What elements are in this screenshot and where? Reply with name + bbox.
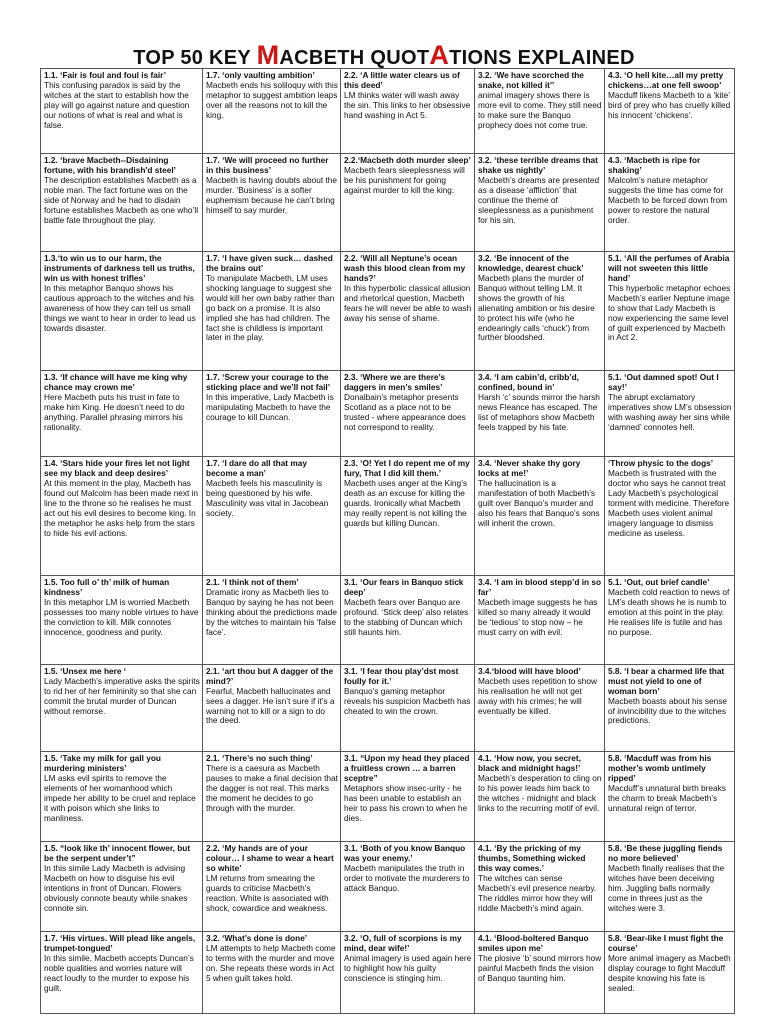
quote-explanation: Macbeth manipulates the truth in order to motivate the murderers to attack Banquo.	[344, 863, 470, 894]
table-row	[41, 931, 735, 1013]
quote-cell	[605, 154, 735, 252]
table-row	[41, 664, 735, 751]
quote-heading: 2.1. ‘I think not of them’	[206, 577, 299, 588]
table-row	[41, 154, 735, 252]
quote-explanation: Fearful, Macbeth hallucinates and sees a dagger. He isn’t sure if it’s a warning not to kill or a sign to do the deed.	[206, 685, 335, 726]
quote-heading: 3.1. ‘I fear thou play’dst most foully for it.’	[344, 665, 459, 686]
quote-cell	[203, 370, 341, 456]
quote-cell	[341, 370, 475, 456]
quote-heading: 2.1. ‘art thou but A dagger of the mind?’	[206, 665, 334, 686]
quote-cell	[41, 576, 203, 664]
quote-heading: 3.2. ‘What’s done is done’	[206, 932, 308, 943]
quote-heading: 3.2. ‘Be innocent of the knowledge, dearest chuck’	[478, 252, 584, 273]
quote-heading: 3.1. “Upon my head they placed a fruitless crown … a barren sceptre”	[344, 753, 470, 783]
quote-cell	[203, 752, 341, 842]
quote-cell	[41, 154, 203, 252]
quote-cell	[341, 251, 475, 370]
quote-heading: 1.3. ‘If chance will have me king why chance may crown me’	[44, 371, 188, 392]
quote-explanation: The abrupt exclamatory imperatives show LM’s obsession with washing away her sins while ‘damned’ connotes hell.	[608, 391, 732, 432]
quote-explanation: Macbeth uses repetition to show his realisation he will not get away with his crimes; he will eventually be killed.	[478, 675, 597, 716]
quote-heading: 4.1. ‘By the pricking of my thumbs, Something wicked this way comes.’	[478, 843, 586, 874]
quote-heading: 3.1. ‘Our fears in Banquo stick deep’	[344, 577, 464, 598]
quote-cell	[475, 370, 605, 456]
quote-cell	[41, 251, 203, 370]
quote-heading: 3.4. ‘Never shake thy gory locks at me!’	[478, 458, 581, 479]
table-row	[41, 842, 735, 931]
quote-cell	[605, 370, 735, 456]
quote-explanation: In this metaphor LM is worried Macbeth possesses too many noble virtues to have the conviction to kill. Milk connotes innocence, goodness and purity.	[44, 597, 199, 638]
quote-cell	[341, 576, 475, 664]
quote-cell	[41, 842, 203, 931]
quote-heading: 1.5. ‘Take my milk for gall you murdering ministers’	[44, 753, 161, 773]
quote-explanation: Macbeth plans the murder of Banquo without telling LM. It shows the growth of his alienating ambition or his desire to protect his wife (who he endearingly calls ‘chuck’) from further bloodshed.	[478, 272, 595, 343]
quote-heading: 3.4. ‘I am cabin’d, cribb’d, confined, bound in’	[478, 371, 579, 392]
quote-heading: 5.8. ‘Bear-like I must fight the course’	[608, 932, 724, 953]
quote-cell	[203, 251, 341, 370]
quote-explanation: Here Macbeth puts his trust in fate to make him King. He doesn’t need to do anything. Parallel phrasing mirrors his rationality.	[44, 391, 185, 432]
quote-cell	[41, 370, 203, 456]
quote-heading: 1.7. ‘I dare do all that may become a man’	[206, 458, 307, 479]
quote-heading: 1.7. ‘His virtues. Will plead like angels, trumpet-tongued’	[44, 932, 196, 953]
quote-cell	[41, 752, 203, 842]
quote-heading: 1.7. ‘I have given suck… dashed the brains out’	[206, 252, 333, 273]
quote-explanation: At this moment in the play, Macbeth has found out Malcolm has been made next in line to the throne so he realises he must act out his evil desires to become king. In the metaphor he asks help from the stars to hide his evil actions.	[44, 478, 199, 538]
quote-cell	[475, 251, 605, 370]
quote-explanation: Macbeth’s desperation to cling on to his power leads him back to the witches - midnight and black links to the recurring motif of evil.	[478, 772, 602, 813]
quote-cell	[475, 576, 605, 664]
quote-explanation: The description establishes Macbeth as a noble man. The fact fortune was on the side of Norway and he had to disdain fortune establishes Macbeth as one who’ll battle fate throughout the play.	[44, 175, 199, 225]
quote-heading: 1.7. ‘We will proceed no further in this business’	[206, 155, 329, 176]
quote-explanation: Donalbain’s metaphor presents Scotland as a place not to be trusted - where appearance does not correspond to reality.	[344, 391, 466, 432]
quotations-table	[40, 68, 735, 1014]
quote-explanation: Macbeth cold reaction to news of LM’s death shows he is numb to emotion at this point in the play. He realises life is futile and has no purpose.	[608, 587, 730, 638]
quote-explanation: Macbeth image suggests he has killed so many already it would be ‘tedious’ to stop now – he must carry on with evil.	[478, 597, 598, 638]
quote-heading: 3.4. ‘I am in blood stepp’d in so far’	[478, 577, 602, 598]
quote-explanation: In this imperative, Lady Macbeth is manipulating Macbeth to have the courage to kill Duncan.	[206, 391, 334, 422]
quote-explanation: Lady Macbeth’s imperative asks the spirits to rid her of her femininity so that she can commit the brutal murder of Duncan without remorse.	[44, 675, 200, 716]
quote-heading: 3.2. ‘these terrible dreams that shake us nightly’	[478, 155, 598, 176]
quote-explanation: This confusing paradox is said by the witches at the start to establish how the play will go against nature and question our notions of what is real and what is false.	[44, 79, 190, 130]
quote-heading: ‘Throw physic to the dogs’	[608, 458, 714, 469]
quote-explanation: Macbeth fears sleeplessness will be his punishment for going against murder to kill the king.	[344, 165, 465, 196]
quote-heading: 2.3. ‘O! Yet I do repent me of my fury, That I did kill them.’	[344, 458, 470, 479]
quote-cell	[203, 576, 341, 664]
quote-heading: 1.1. ‘Fair is foul and foul is fair’	[44, 70, 167, 80]
quote-cell	[605, 251, 735, 370]
quote-explanation: To manipulate Macbeth, LM uses shocking language to suggest she would kill her own baby rather than go back on a promise. It is also implied she has had children. The fact she is childless is important later in the play.	[206, 272, 335, 343]
quote-explanation: animal imagery shows there is more evil to come. They still need to make sure the Banquo prophecy does not come true.	[478, 89, 602, 130]
quote-cell	[341, 69, 475, 154]
quote-heading: 1.7. ‘only vaulting ambition’	[206, 70, 315, 80]
quote-cell	[605, 69, 735, 154]
quote-heading: 2.2.‘Macbeth doth murder sleep’	[344, 155, 471, 166]
quote-heading: 5.1. ‘All the perfumes of Arabia will not sweeten this little hand’	[608, 252, 730, 283]
table-row	[41, 370, 735, 456]
quote-cell	[605, 931, 735, 1013]
quote-explanation: Macbeth uses anger at the King’s death as an excuse for killing the guards. Ironically what Macbeth may really repent is not killing the guards but killing Duncan.	[344, 478, 467, 528]
quote-heading: 2.2. ‘A little water clears us of this deed’	[344, 70, 460, 90]
quote-cell	[341, 664, 475, 751]
quote-explanation: Macbeth is frustrated with the doctor who says he cannot treat Lady Macbeth’s psychological torment with medicine. Therefore Macbeth uses violent animal imagery language to dismiss medicine as useless.	[608, 468, 730, 538]
quote-cell	[475, 752, 605, 842]
quote-heading: 2.2. ‘Will all Neptune’s ocean wash this blood clean from my hands?’	[344, 252, 466, 283]
quote-heading: 4.1. ‘Blood-boltered Banquo smiles upon me’	[478, 932, 589, 953]
quote-heading: 1.3.‘to win us to our harm, the instruments of darkness tell us truths, win us with honest trifles’	[44, 252, 195, 283]
quote-cell	[475, 457, 605, 576]
quote-explanation: Macbeth feels his masculinity is being questioned by his wife. Masculinity was vital in Jacobean society.	[206, 478, 329, 519]
table-row	[41, 457, 735, 576]
quote-cell	[41, 664, 203, 751]
quote-explanation: Macbeth ends his soliloquy with this metaphor to suggest ambition leaps over all the reasons not to kill the king.	[206, 79, 338, 120]
quote-explanation: In this simile Lady Macbeth is advising Macbeth on how to disguise his evil intentions in front of Duncan. Flowers obviously connote beauty while snakes connote sin.	[44, 863, 188, 914]
quote-explanation: Macduff likens Macbeth to a ‘kite’ bird of prey who has cruelly killed his innocent ‘chickens’.	[608, 89, 731, 120]
quote-explanation: There is a caesura as Macbeth pauses to make a final decision that the dagger is not real. This marks the moment he decides to go through with the murder.	[206, 762, 338, 813]
quote-cell	[605, 576, 735, 664]
quote-cell	[605, 664, 735, 751]
quote-cell	[203, 69, 341, 154]
quote-explanation: Macbeth is having doubts about the murder. ‘Business’ is a softer euphemism because he can’t bring himself to say murder.	[206, 175, 337, 216]
quote-cell	[41, 457, 203, 576]
quote-explanation: Macbeth fears over Banquo are profound. ‘Stick deep’ also relates to the stabbing of Duncan which still haunts him.	[344, 597, 469, 638]
quote-heading: 1.7. ‘Screw your courage to the sticking place and we’ll not fail’	[206, 371, 331, 392]
quote-cell	[341, 842, 475, 931]
quote-cell	[203, 842, 341, 931]
quote-cell	[41, 69, 203, 154]
quote-heading: 5.8. ‘Macduff was from his mother’s womb untimely ripped’	[608, 753, 712, 783]
quote-heading: 1.5. Too full o’ th’ milk of human kindness’	[44, 577, 170, 598]
quote-explanation: This hyperbolic metaphor echoes Macbeth’s earlier Neptune image to show that Lady Macbeth is now experiencing the same level of guilt experienced by Macbeth in Act 2.	[608, 282, 731, 343]
quote-heading: 3.2. ‘O, full of scorpions is my mind, dear wife!’	[344, 932, 462, 953]
quote-heading: 4.1. ‘How now, you secret, black and midnight hags!’	[478, 753, 581, 773]
page-title: TOP 50 KEY MACBETH QUOTATIONS EXPLAINED	[133, 40, 635, 70]
quote-heading: 1.2. ‘brave Macbeth--Disdaining fortune, with his brandish'd steel’	[44, 155, 176, 176]
quote-cell	[341, 457, 475, 576]
quote-cell	[475, 154, 605, 252]
quote-cell	[203, 457, 341, 576]
quote-cell	[475, 931, 605, 1013]
quote-explanation: LM thinks water will wash away the sin. This links to her obsessive hand washing in Act 5.	[344, 89, 471, 120]
table-row	[41, 752, 735, 842]
quote-heading: 2.3. ‘Where we are there’s daggers in men’s smiles’	[344, 371, 446, 392]
quote-explanation: Metaphors show insec-urity - he has been unable to establish an heir to pass his crown to when he dies.	[344, 782, 468, 823]
quote-explanation: In this simile, Macbeth accepts Duncan’s noble qualities and worries nature will react loudly to the murder to expose his guilt.	[44, 952, 194, 993]
quote-cell	[475, 842, 605, 931]
quote-cell	[605, 457, 735, 576]
quote-explanation: More animal imagery as Macbeth display courage to fight Macduff despite knowing his fate is sealed.	[608, 952, 731, 993]
quote-heading: 2.1. ‘There’s no such thing’	[206, 753, 313, 764]
quote-cell	[41, 931, 203, 1013]
quote-explanation: LM attempts to help Macbeth come to terms with the murder and move on. She repeats these words in Act 5 when guilt takes hold.	[206, 942, 336, 983]
quote-cell	[203, 664, 341, 751]
quote-heading: 5.8. ‘I bear a charmed life that must not yield to one of woman born’	[608, 665, 725, 696]
quote-heading: 3.2. ‘We have scorched the snake, not killed it’’	[478, 70, 584, 90]
quote-heading: 3.1. ‘Both of you know Banquo was your enemy.’	[344, 843, 466, 864]
quote-explanation: Dramatic irony as Macbeth lies to Banquo by saying he has not been thinking about the predictions made by the witches to maintain his ‘false face’.	[206, 587, 337, 638]
quote-cell	[341, 752, 475, 842]
table-row	[41, 69, 735, 154]
quote-explanation: Macbeth’s dreams are presented as a disease ‘affliction’ that continue the theme of sleeplessness as a punishment for his sin.	[478, 175, 600, 225]
quote-heading: 1.5. ‘Unsex me here ‘	[44, 665, 127, 676]
quote-heading: 2.2. ‘My hands are of your colour… I shame to wear a heart so white’	[206, 843, 334, 874]
quote-explanation: Banquo’s gaming metaphor reveals his suspicion Macbeth has cheated to win the crown.	[344, 685, 471, 716]
quote-explanation: Animal imagery is used again here to highlight how his guilty conscience is stinging him.	[344, 952, 472, 983]
quote-heading: 5.8. ‘Be these juggling fiends no more believed’	[608, 843, 723, 864]
quote-explanation: The hallucination is a manifestation of both Macbeth’s guilt over Banquo’s murder and also his fears that Banquo’s sons will inherit the crown.	[478, 478, 600, 528]
quote-heading: 5.1. ‘Out damned spot! Out I say!’	[608, 371, 719, 392]
quote-heading: 1.5. “look like th’ innocent flower, but be the serpent under’t”	[44, 843, 191, 864]
quote-explanation: Malcolm’s nature metaphor suggests the time has come for Macbeth to be forced down from power to restore the natural order.	[608, 175, 727, 225]
quote-cell	[605, 842, 735, 931]
quote-heading: 4.3. ‘O hell kite…all my pretty chickens…at one fell swoop’	[608, 70, 724, 90]
table-row	[41, 251, 735, 370]
quote-cell	[605, 752, 735, 842]
quote-cell	[341, 154, 475, 252]
quote-explanation: Macbeth finally realises that the witches have been deceiving him. Juggling balls normally come in threes just as the witches were 3.	[608, 863, 725, 914]
quote-heading: 1.4. ‘Stars hide your fires let not light see my black and deep desires’	[44, 458, 190, 479]
quote-heading: 3.4.‘blood will have blood’	[478, 665, 581, 676]
quote-cell	[203, 154, 341, 252]
quote-cell	[203, 931, 341, 1013]
quote-explanation: LM asks evil spirits to remove the elements of her womanhood which impede her ability to be cruel and replace it with poison which she links to manliness.	[44, 772, 196, 823]
table-row	[41, 576, 735, 664]
quote-explanation: The plosive ‘b’ sound mirrors how painful Macbeth finds the vision of Banquo taunting him.	[478, 952, 602, 983]
quote-heading: 4.3. ‘Macbeth is ripe for shaking’	[608, 155, 701, 176]
quote-explanation: Macbeth boasts about his sense of invincibility due to the witches predictions.	[608, 695, 727, 726]
quote-cell	[341, 931, 475, 1013]
quote-explanation: In this metaphor Banquo shows his cautious approach to the witches and his awareness of how they can tell us small things we want to hear in order to lead us towards disaster.	[44, 282, 196, 333]
quote-heading: 5.1. ‘Out, out brief candle’	[608, 577, 710, 588]
quote-explanation: Macduff’s unnatural birth breaks the charm to break Macbeth’s unnatural reign of terror.	[608, 782, 726, 813]
quote-explanation: LM returns from smearing the guards to criticise Macbeth’s reaction. White is associated with shock, cowardice and weakness.	[206, 873, 329, 914]
quote-cell	[475, 69, 605, 154]
quote-cell	[475, 664, 605, 751]
quote-explanation: Harsh ‘c’ sounds mirror the harsh news Fleance has escaped. The list of metaphors show Macbeth feels trapped by his fate.	[478, 391, 600, 432]
quote-explanation: The witches can sense Macbeth’s evil presence nearby. The riddles mirror how they will riddle Macbeth’s mind again.	[478, 873, 597, 914]
quote-explanation: In this hyperbolic classical allusion and rhetorical question, Macbeth fears he will never be able to wash away his sense of shame.	[344, 282, 472, 323]
